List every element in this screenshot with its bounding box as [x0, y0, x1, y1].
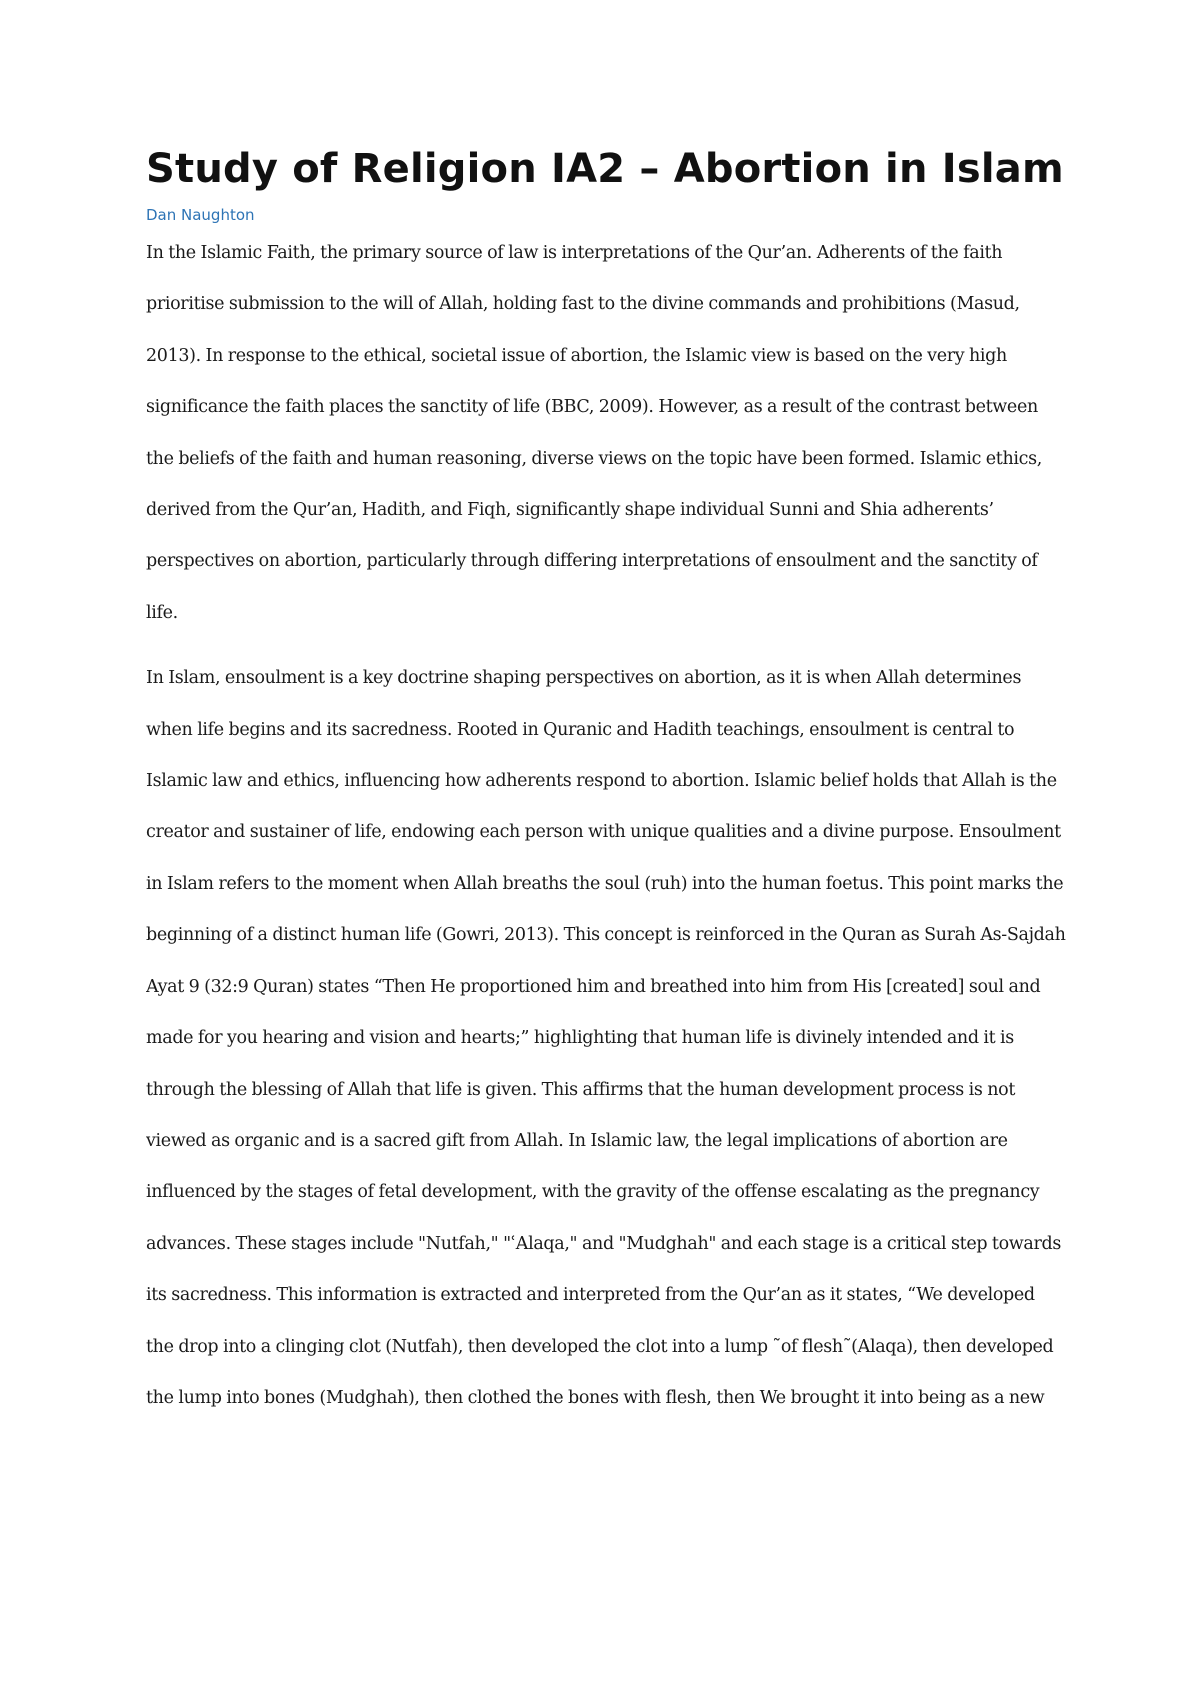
author-name: Dan Naughton [146, 206, 255, 224]
document-page [146, 146, 1066, 1586]
document-title: Study of Religion IA2 – Abortion in Islam [146, 146, 1064, 192]
paragraph-intro: In the Islamic Faith, the primary source of law is interpretations of the Qur’an. Adherents of the faith prioritise submission to the will of Allah, holding fast to the divine commands and prohibitions (Masud, 2013). In response to the ethical, societal issue of abortion, the Islamic view is based on the very high significance the faith places the sanctity of life (BBC, 2009). However, as a result of the contrast between the beliefs of the faith and human reasoning, diverse views on the topic have been formed. Islamic ethics, derived from the Qur’an, Hadith, and Fiqh, significantly shape individual Sunni and Shia adherents’ perspectives on abortion, particularly through differing interpretations of ensoulment and the sanctity of life. [146, 243, 1042, 623]
paragraph-ensoulment: In Islam, ensoulment is a key doctrine shaping perspectives on abortion, as it is when Allah determines when life begins and its sacredness. Rooted in Quranic and Hadith teachings, ensoulment is central to Islamic law and ethics, influencing how adherents respond to abortion. Islamic belief holds that Allah is the creator and sustainer of life, endowing each person with unique qualities and a divine purpose. Ensoulment in Islam refers to the moment when Allah breaths the soul (ruh) into the human foetus. This point marks the beginning of a distinct human life (Gowri, 2013). This concept is reinforced in the Quran as Surah As-Sajdah Ayat 9 (32:9 Quran) states “Then He proportioned him and breathed into him from His [created] soul and made for you hearing and vision and hearts;” highlighting that human life is divinely intended and it is through the blessing of Allah that life is given. This affirms that the human development process is not viewed as organic and is a sacred gift from Allah. In Islamic law, the legal implications of abortion are influenced by the stages of fetal development, with the gravity of the offense escalating as the pregnancy advances. These stages include "Nutfah," "ʿAlaqa," and "Mudghah" and each stage is a critical step towards its sacredness. This information is extracted and interpreted from the Qur’an as it states, “We developed the drop into a clinging clot (Nutfah), then developed the clot into a lump ˜of flesh˜(Alaqa), then developed the lump into bones (Mudghah), then clothed the bones with flesh, then We brought it into being as a new [146, 668, 1066, 1408]
